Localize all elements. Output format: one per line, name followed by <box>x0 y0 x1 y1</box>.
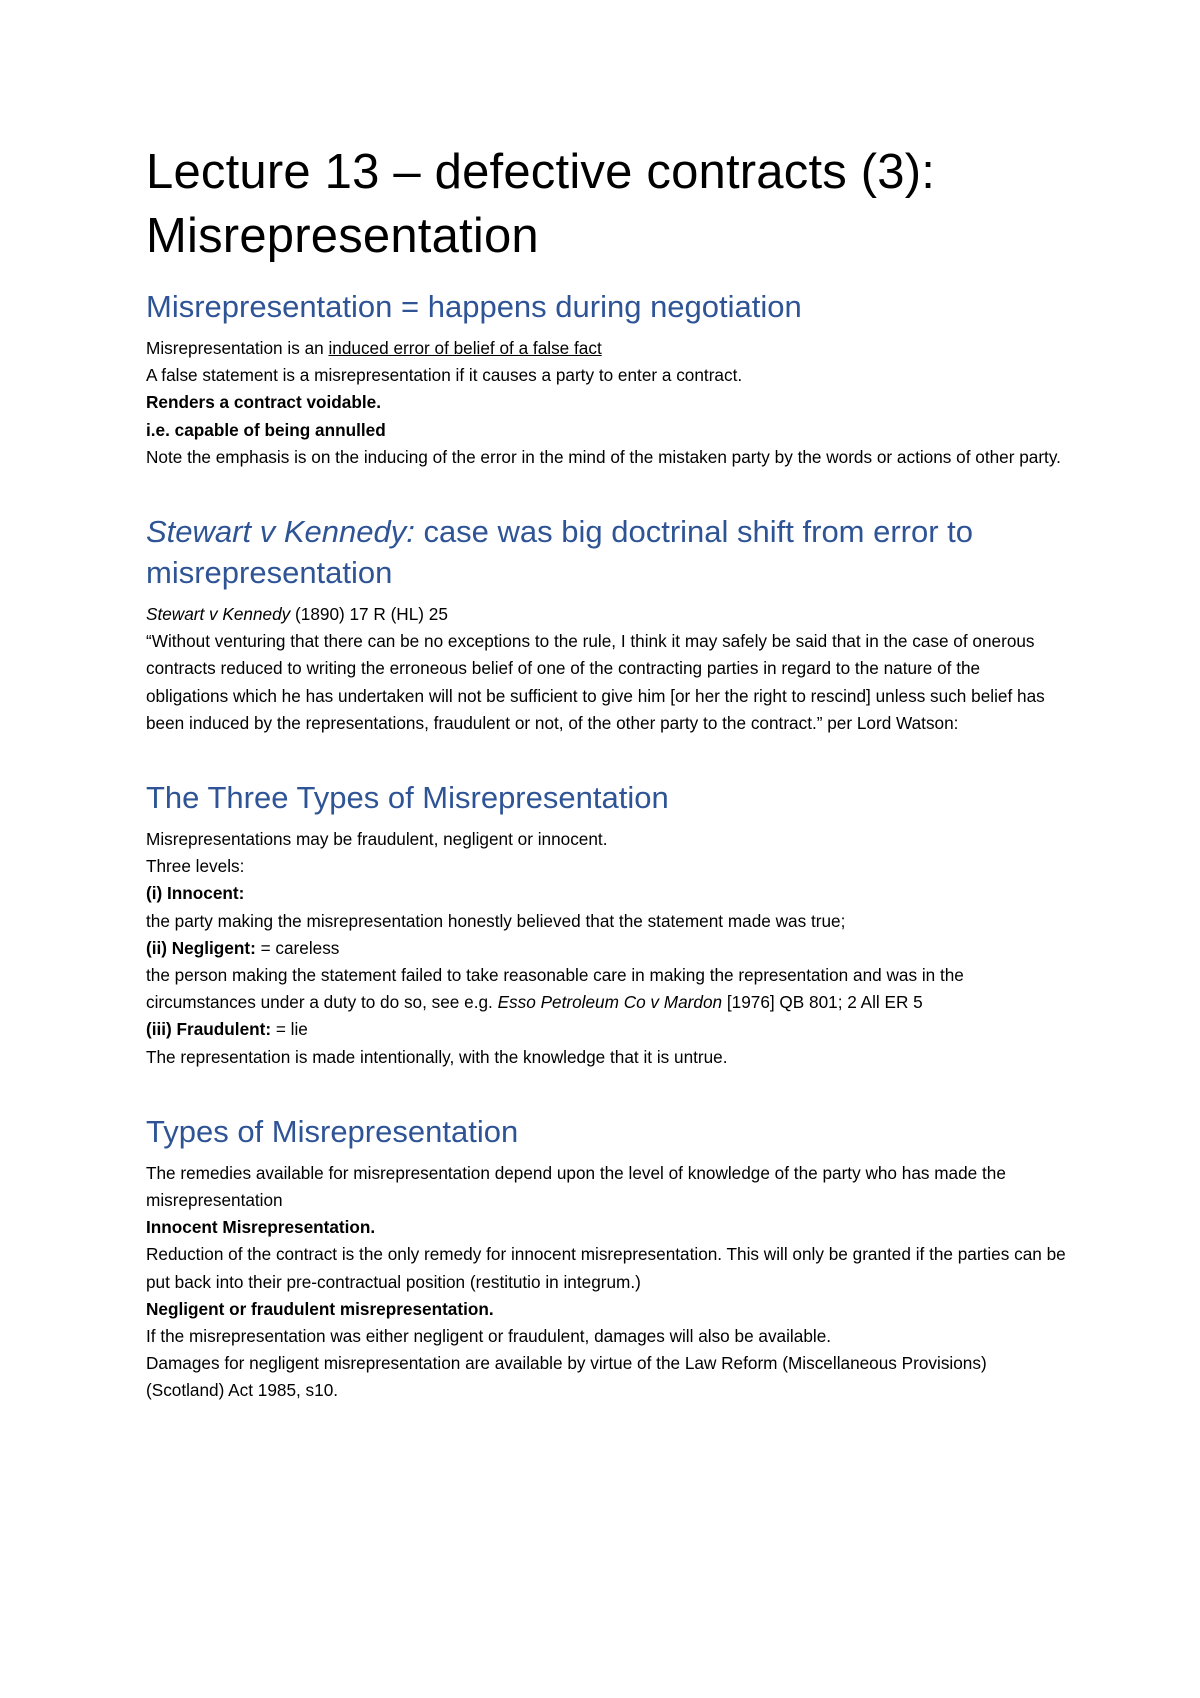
citation-page: 25 <box>428 604 448 625</box>
heading-rest: case was big doctrinal shift from error to misrepresentation <box>146 514 974 591</box>
section-heading <box>146 511 1066 593</box>
case-quote: “Without venturing that there can be no exceptions to the rule, I think it may safely be said that in the case of onerous contracts reduced to writing the erroneous belief of one of the contracting parties in regard to the nature of the obligations which he has undertaken will not be sufficient to give him [or her the right to rescind] unless such belief has been induced by the representations, fraudulent or not, of the other party to the contract.” per Lord Watson: <box>146 631 1045 733</box>
fraudulent-label-bold: (iii) Fraudulent: <box>146 1019 272 1040</box>
fraudulent-label-rest: = lie <box>271 1019 308 1040</box>
paragraph-annulled: i.e. capable of being annulled <box>146 419 386 440</box>
paragraph-remedies-intro: The remedies available for misrepresentation depend upon the level of knowledge of the party who has made the misrepresentation <box>146 1162 1006 1211</box>
case-name-heading: Stewart v Kennedy: <box>146 514 415 550</box>
damages-available-text: If the misrepresentation was either negligent or fraudulent, damages will also be available. <box>146 1326 832 1347</box>
negligent-case-name: Esso Petroleum Co v Mardon <box>497 992 723 1013</box>
innocent-misrep-heading: Innocent Misrepresentation. <box>146 1217 376 1238</box>
level-innocent-text: the party making the misrepresentation honestly believed that the statement made was true; <box>146 910 846 931</box>
section-heading: The Three Types of Misrepresentation <box>146 780 669 816</box>
paragraph-three-levels: Three levels: <box>146 856 245 877</box>
section-misrepresentation-negotiation <box>146 286 1066 471</box>
damages-statute-text: Damages for negligent misrepresentation are available by virtue of the Law Reform (Miscellaneous Provisions) (Scotland) Act 1985, s10. <box>146 1353 987 1401</box>
definition-text: Misrepresentation is an <box>146 338 329 358</box>
paragraph-types-intro: Misrepresentations may be fraudulent, negligent or innocent. <box>146 829 608 850</box>
section-heading: Misrepresentation = happens during negotiation <box>146 289 802 324</box>
level-fraudulent-text: The representation is made intentionally, with the knowledge that it is untrue. <box>146 1046 728 1067</box>
paragraph-emphasis-note: Note the emphasis is on the inducing of the error in the mind of the mistaken party by the words or actions of other party. <box>146 446 1061 467</box>
innocent-misrep-text: Reduction of the contract is the only remedy for innocent misrepresentation. This will only be granted if the parties can be put back into their pre-contractual position (restitutio in integrum.) <box>146 1244 1066 1292</box>
level-negligent-text <box>146 962 1066 1016</box>
case-citation <box>146 601 1066 628</box>
section-types-remedies <box>146 1111 1066 1405</box>
paragraph-false-statement: A false statement is a misrepresentation if it causes a party to enter a contract. <box>146 365 743 386</box>
level-negligent-label <box>146 935 1066 962</box>
section-stewart-v-kennedy <box>146 511 1066 737</box>
citation-reference: (1890) 17 R (HL) <box>290 604 429 625</box>
section-three-types <box>146 777 1066 1071</box>
section-heading: Types of Misrepresentation <box>146 1113 519 1149</box>
page-title: Lecture 13 – defective contracts (3): Misrepresentation <box>146 145 936 263</box>
negligent-citation: [1976] QB 801; 2 All ER 5 <box>722 992 923 1013</box>
paragraph-definition <box>146 335 1066 362</box>
level-fraudulent-label <box>146 1016 1066 1043</box>
document-page <box>146 140 1066 1405</box>
definition-underlined: induced error of belief of a false fact <box>328 338 602 358</box>
citation-case-name: Stewart v Kennedy <box>146 604 291 625</box>
negligent-label-bold: (ii) Negligent: <box>146 937 256 958</box>
negligent-label-rest: = careless <box>255 937 340 958</box>
paragraph-voidable: Renders a contract voidable. <box>146 392 381 413</box>
negligent-text: the person making the statement failed to take reasonable care in making the representation and was in the circumstances under a duty to do so, see e.g. <box>146 965 964 1013</box>
level-innocent-label: (i) Innocent: <box>146 883 245 904</box>
negligent-fraudulent-heading: Negligent or fraudulent misrepresentation. <box>146 1298 494 1319</box>
